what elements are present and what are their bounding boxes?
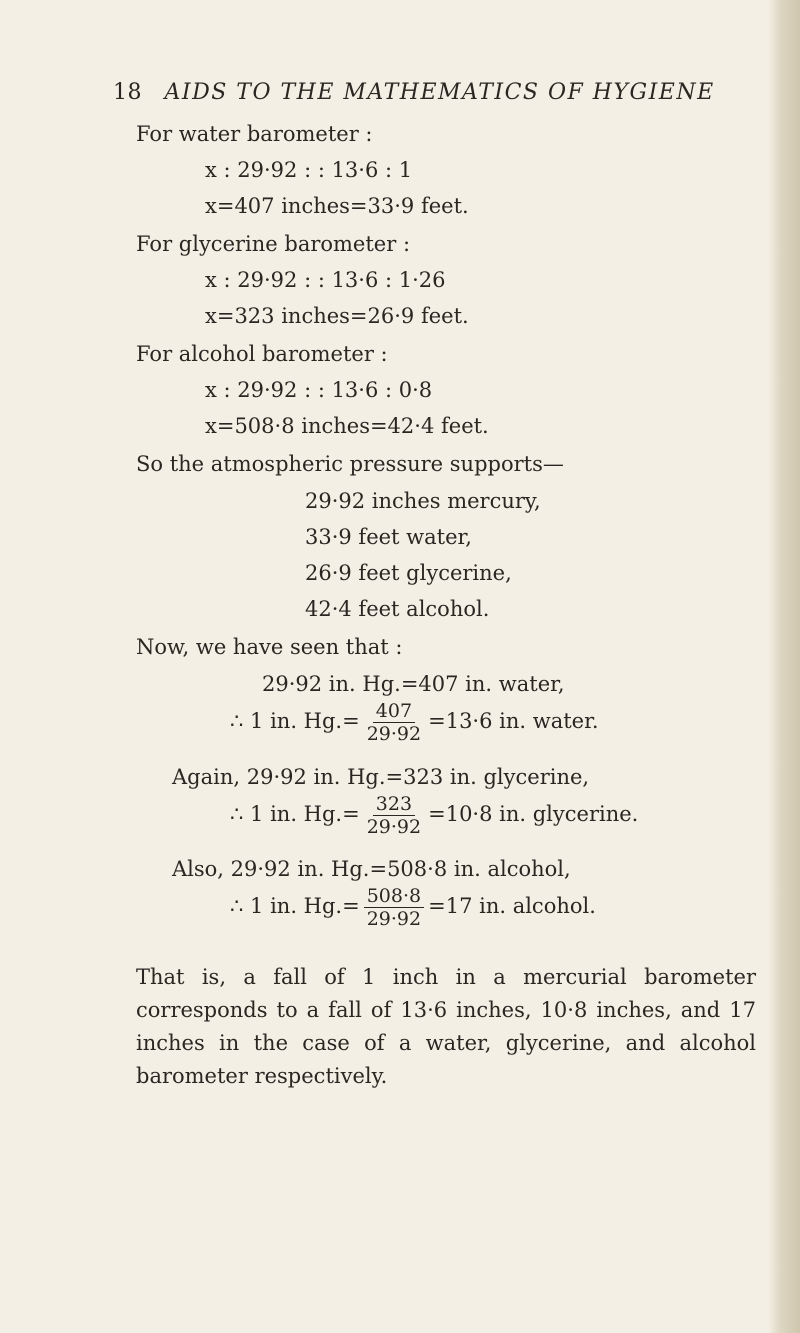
fraction-prefix: ∴ 1 in. Hg.= [230, 802, 360, 826]
fraction-prefix: ∴ 1 in. Hg.= [230, 709, 360, 733]
supports-item: 26·9 feet glycerine, [305, 561, 512, 585]
equation-water: 29·92 in. Hg.=407 in. water, [262, 672, 565, 696]
now-intro: Now, we have seen that : [136, 635, 403, 659]
numerator: 508·8 [364, 885, 424, 908]
fraction [364, 885, 424, 930]
page-edge-shadow [768, 0, 800, 1333]
water-result: x=407 inches=33·9 feet. [205, 194, 469, 218]
fraction-suffix: =17 in. alcohol. [428, 894, 596, 918]
supports-item: 42·4 feet alcohol. [305, 597, 490, 621]
supports-item: 29·92 inches mercury, [305, 489, 541, 513]
alcohol-proportion: x : 29·92 : : 13·6 : 0·8 [205, 378, 433, 402]
denominator: 29·92 [366, 816, 422, 838]
denominator: 29·92 [366, 908, 422, 930]
fraction-suffix: =10·8 in. glycerine. [428, 802, 639, 826]
alcohol-intro: For alcohol barometer : [136, 342, 388, 366]
glycerine-result: x=323 inches=26·9 feet. [205, 304, 469, 328]
page-number: 18 [113, 80, 142, 105]
fraction-suffix: =13·6 in. water. [428, 709, 599, 733]
alcohol-result: x=508·8 inches=42·4 feet. [205, 414, 489, 438]
glycerine-proportion: x : 29·92 : : 13·6 : 1·26 [205, 268, 446, 292]
numerator: 407 [373, 700, 415, 723]
conclusion-paragraph: That is, a fall of 1 inch in a mercurial barometer corresponds to a fall of 13·6 inches, 10·8 inches, and 17 inches in the case of a water, glycerine, and alcohol barometer respectively. [136, 965, 756, 1088]
running-title: AIDS TO THE MATHEMATICS OF HYGIENE [164, 80, 715, 105]
fraction [364, 700, 424, 745]
fraction-line-water [230, 700, 599, 745]
page-header [113, 80, 753, 105]
equation-alcohol: Also, 29·92 in. Hg.=508·8 in. alcohol, [172, 857, 571, 881]
fraction [364, 793, 424, 838]
water-proportion: x : 29·92 : : 13·6 : 1 [205, 158, 413, 182]
supports-intro: So the atmospheric pressure supports— [136, 452, 564, 476]
equation-glycerine: Again, 29·92 in. Hg.=323 in. glycerine, [172, 765, 590, 789]
fraction-line-alcohol [230, 885, 596, 930]
fraction-prefix: ∴ 1 in. Hg.= [230, 894, 360, 918]
water-intro: For water barometer : [136, 122, 373, 146]
supports-item: 33·9 feet water, [305, 525, 472, 549]
fraction-line-glycerine [230, 793, 638, 838]
glycerine-intro: For glycerine barometer : [136, 232, 411, 256]
numerator: 323 [373, 793, 415, 816]
denominator: 29·92 [366, 723, 422, 745]
